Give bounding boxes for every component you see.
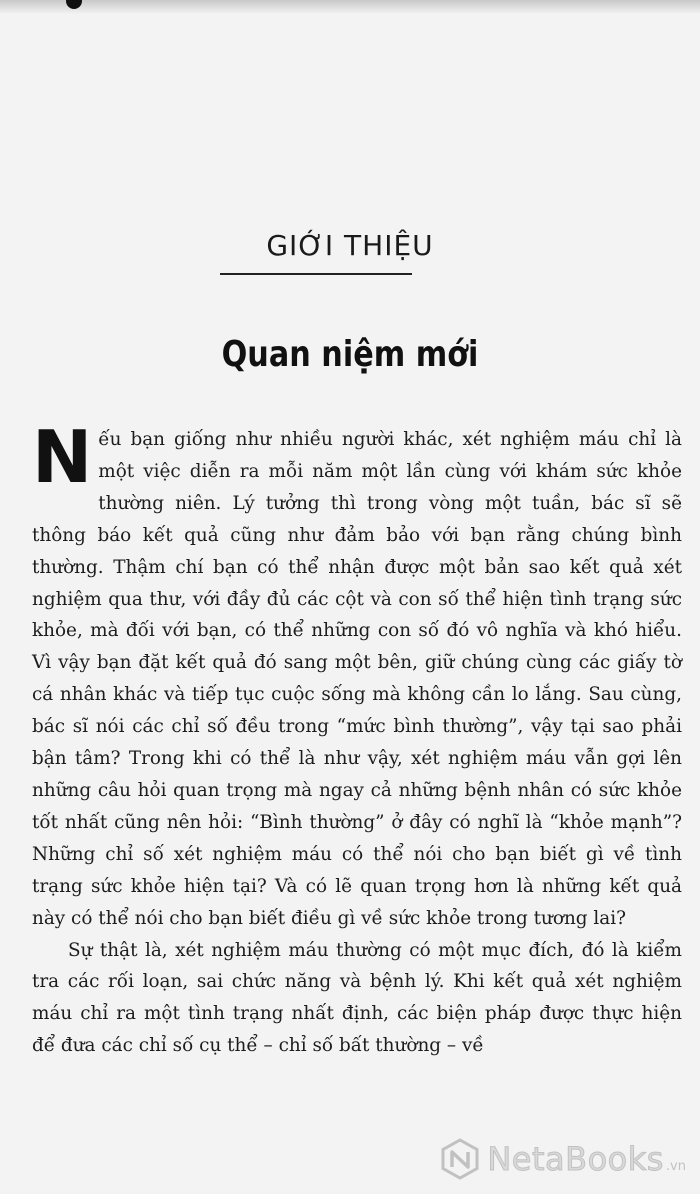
section-label: GIỚI THIỆU: [266, 229, 434, 262]
netabooks-logo-icon: [439, 1138, 481, 1180]
paragraph-1-text: ếu bạn giống như nhiều người khác, xét nghiệm máu chỉ là một việc diễn ra mỗi năm một lần cùng với khám sức khỏe thường niên. Lý tưởng thì trong vòng một tuần, bác sĩ sẽ thông báo kết quả cũng như đảm bảo với bạn rằng chúng bình thường. Thậm chí bạn có thể nhận được một bản sao kết quả xét nghiệm qua thư, với đầy đủ các cột và con số thể hiện tình trạng sức khỏe, mà đối với bạn, có thể những con số đó vô nghĩa và khó hiểu. Vì vậy bạn đặt kết quả đó sang một bên, giữ chúng cùng các giấy tờ cá nhân khác và tiếp tục cuộc sống mà không cần lo lắng. Sau cùng, bác sĩ nói các chỉ số đều trong “mức bình thường”, vậy tại sao phải bận tâm? Trong khi có thể là như vậy, xét nghiệm máu vẫn gợi lên những câu hỏi quan trọng mà ngay cả những bệnh nhân có sức khỏe tốt nhất cũng nên hỏi: “Bình thường” ở đây có nghĩ là “khỏe mạnh”? Những chỉ số xét nghiệm máu có thể nói cho bạn biết gì về tình trạng sức khỏe hiện tại? Và có lẽ quan trọng hơn là những kết quả này có thể nói cho bạn biết điều gì về sức khỏe trong tương lai?: [32, 429, 682, 929]
chapter-title: Quan niệm mới: [221, 334, 479, 375]
watermark-suffix: .vn: [665, 1159, 686, 1174]
section-underline: [220, 273, 412, 275]
watermark: [439, 1138, 686, 1180]
watermark-brand: NetaBooks: [487, 1140, 664, 1178]
body-text: [32, 415, 682, 1062]
drop-cap-letter: N: [32, 415, 93, 499]
paragraph-1: [32, 415, 682, 935]
paragraph-2: Sự thật là, xét nghiệm máu thường có một mục đích, đó là kiểm tra các rối loạn, sai chức năng và bệnh lý. Khi kết quả xét nghiệm máu chỉ ra một tình trạng nhất định, các biện pháp được thực hiện để đưa các chỉ số cụ thể – chỉ số bất thường – về: [32, 939, 682, 1057]
page-top-shadow: [0, 0, 700, 14]
